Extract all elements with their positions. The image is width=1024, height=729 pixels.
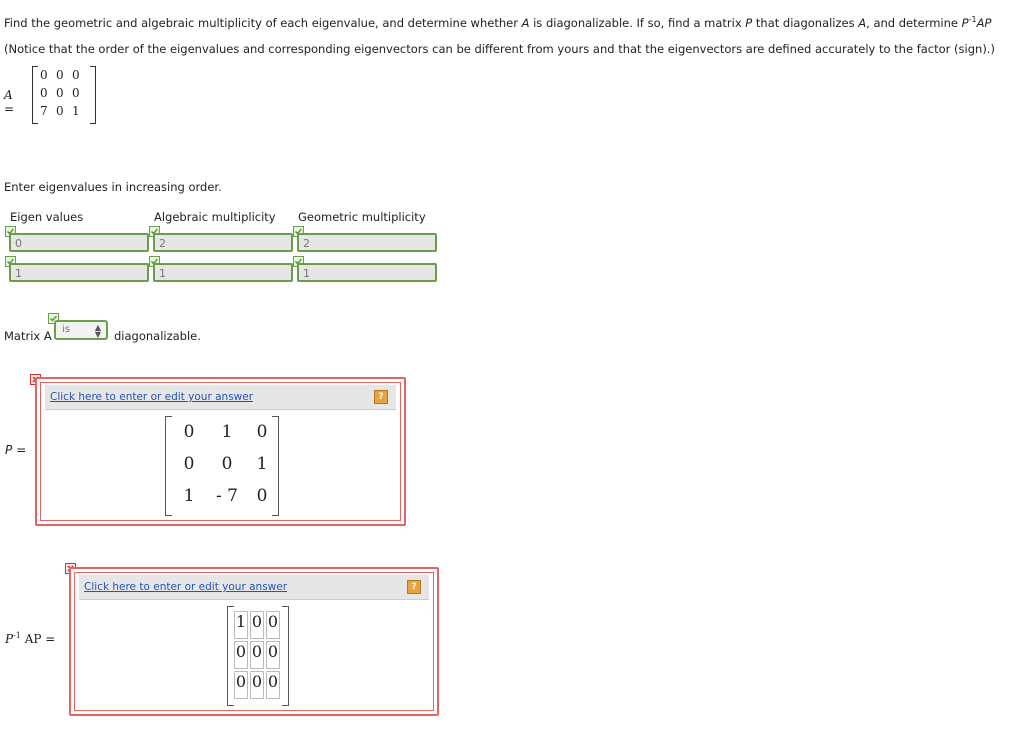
d-cell: 0 — [266, 611, 280, 639]
matrix-a-cell: 0 — [56, 104, 64, 118]
p-cell: 1 — [183, 486, 195, 506]
diag-prefix: Matrix A — [4, 329, 52, 343]
matrix-a-label: A = — [4, 88, 15, 116]
d-cell: 0 — [250, 611, 264, 639]
d-cell: 0 — [250, 641, 264, 669]
d-answer-box[interactable] — [69, 567, 439, 716]
eigenvalue-input-2[interactable]: 1 — [9, 263, 149, 282]
algebraic-input-1[interactable]: 2 — [153, 233, 293, 252]
diagonalizable-select[interactable]: is ▲ ▼ — [54, 320, 108, 340]
geometric-input-2[interactable]: 1 — [297, 263, 437, 282]
p-cell: 1 — [256, 454, 268, 474]
matrix-a-cell: 0 — [40, 68, 48, 82]
d-cell: 0 — [266, 671, 280, 699]
updown-arrow-icon: ▲ ▼ — [94, 323, 101, 339]
d-cell: 1 — [234, 611, 248, 639]
d-edit-link[interactable]: Click here to enter or edit your answer — [84, 581, 288, 593]
p-cell: 0 — [256, 422, 268, 442]
p-cell: 1 — [221, 422, 233, 442]
d-answer-toolbar — [79, 575, 429, 600]
help-icon[interactable]: ? — [374, 390, 388, 404]
d-label: $P^{-1}$ AP = — [5, 631, 56, 646]
header-algebraic: Algebraic multiplicity — [154, 210, 276, 224]
p-label: P = — [5, 443, 27, 457]
matrix-a-cell: 0 — [72, 68, 80, 82]
d-cell: 0 — [266, 641, 280, 669]
d-cell: 0 — [234, 641, 248, 669]
matrix-a-cell: 0 — [56, 68, 64, 82]
header-geometric: Geometric multiplicity — [298, 210, 426, 224]
p-matrix — [165, 416, 279, 516]
d-cell: 0 — [250, 671, 264, 699]
p-cell: 0 — [256, 486, 268, 506]
matrix-a-cell: 0 — [56, 86, 64, 100]
d-matrix — [227, 606, 289, 706]
header-eigenvalues: Eigen values — [10, 210, 84, 224]
matrix-a-cell: 1 — [72, 104, 80, 118]
p-answer-toolbar — [45, 385, 396, 410]
p-cell: 0 — [183, 422, 195, 442]
p-cell: - 7 — [216, 486, 238, 506]
question-note: (Notice that the order of the eigenvalues and corresponding eigenvectors can be different from yours and that the eigenvectors are defined accurately to the factor (sign).) — [4, 42, 995, 56]
eigenvalue-input-1[interactable]: 0 — [9, 233, 149, 252]
p-edit-link[interactable]: Click here to enter or edit your answer — [50, 391, 254, 403]
geometric-input-1[interactable]: 2 — [297, 233, 437, 252]
p-cell: 0 — [183, 454, 195, 474]
matrix-a-grid — [40, 68, 88, 122]
instruction-text: Enter eigenvalues in increasing order. — [4, 180, 222, 194]
matrix-a-cell: 0 — [72, 86, 80, 100]
matrix-a-cell: 7 — [40, 104, 48, 118]
p-answer-box[interactable] — [35, 377, 406, 526]
p-cell: 0 — [221, 454, 233, 474]
matrix-a-cell: 0 — [40, 86, 48, 100]
question-text: Find the geometric and algebraic multiplicity of each eigenvalue, and determine whether A is diagonalizable. If so, find a matrix P that diagonalizes A, and determine $P^{-1}AP$ — [4, 15, 992, 30]
help-icon[interactable]: ? — [407, 580, 421, 594]
algebraic-input-2[interactable]: 1 — [153, 263, 293, 282]
diag-suffix: diagonalizable. — [114, 329, 201, 343]
d-cell: 0 — [234, 671, 248, 699]
matrix-a-brackets — [32, 66, 96, 124]
